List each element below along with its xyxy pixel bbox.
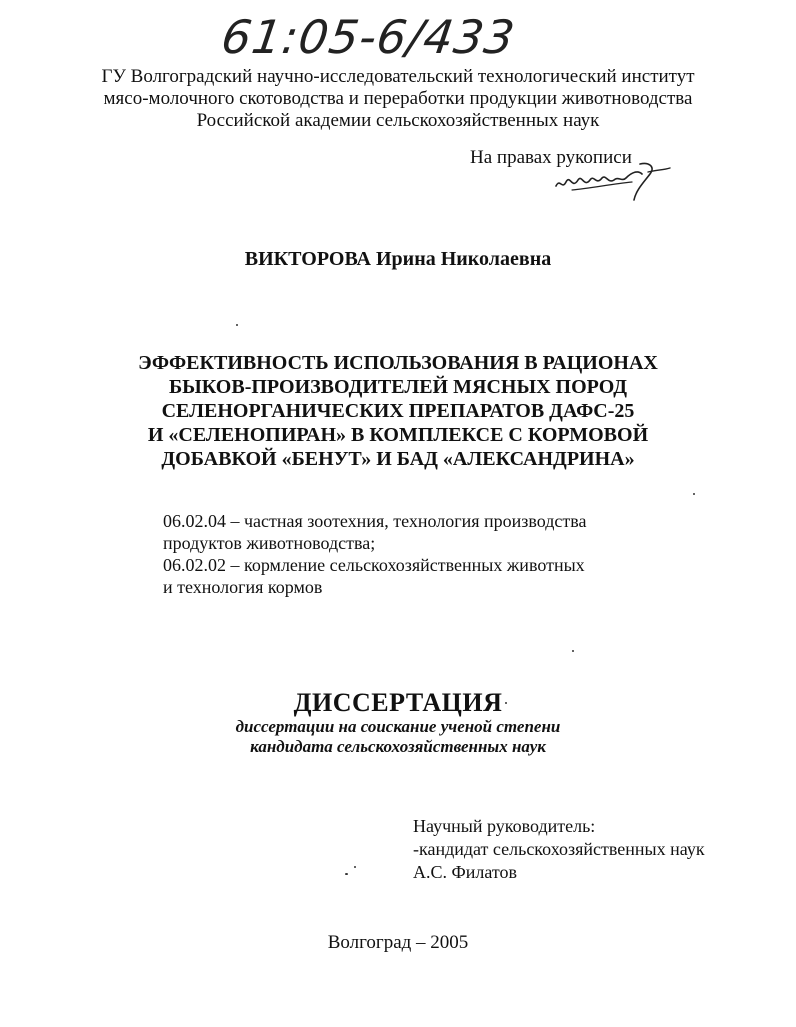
signature-image (552, 160, 672, 204)
institute-line: Российской академии сельскохозяйственных наук (196, 110, 600, 131)
advisor-name: А.С. Филатов (413, 862, 517, 882)
city-year: Волгоград – 2005 (327, 932, 469, 953)
degree-statement (0, 717, 796, 757)
document-type: ДИССЕРТАЦИЯ (293, 688, 503, 717)
scan-speck (236, 324, 238, 326)
scan-speck (505, 702, 507, 704)
scientific-advisor (413, 815, 705, 884)
title-line: ДОБАВКОЙ «БЕНУТ» И БАД «АЛЕКСАНДРИНА» (161, 448, 635, 470)
specialty-line: и технология кормов (163, 577, 323, 597)
institute-header (0, 66, 796, 132)
specialty-line: 06.02.02 – кормление сельскохозяйственных животных (163, 555, 585, 575)
specialty-codes (163, 510, 587, 598)
advisor-degree: -кандидат сельскохозяйственных наук (413, 839, 705, 859)
dissertation-title (0, 351, 796, 471)
title-line: СЕЛЕНОРГАНИЧЕСКИХ ПРЕПАРАТОВ ДАФС-25 (161, 400, 635, 422)
title-line: БЫКОВ-ПРОИЗВОДИТЕЛЕЙ МЯСНЫХ ПОРОД (168, 376, 628, 398)
institute-line: ГУ Волгоградский научно-исследовательский технологический институт (101, 66, 695, 87)
scan-speck (354, 866, 356, 868)
author-name: ВИКТОРОВА Ирина Николаевна (244, 248, 552, 270)
title-line: ЭФФЕКТИВНОСТЬ ИСПОЛЬЗОВАНИЯ В РАЦИОНАХ (138, 352, 658, 374)
scan-speck (345, 873, 348, 875)
degree-line: диссертации на соискание ученой степени (235, 717, 561, 736)
specialty-line: продуктов животноводства; (163, 533, 376, 553)
scan-speck (693, 493, 695, 495)
institute-line: мясо-молочного скотоводства и переработки продукции животноводства (103, 88, 693, 109)
archive-code: 61:05-6/433 (218, 10, 519, 64)
scan-speck (572, 650, 574, 652)
title-line: И «СЕЛЕНОПИРАН» В КОМПЛЕКСЕ С КОРМОВОЙ (147, 424, 649, 446)
manuscript-rights: На правах рукописи (470, 147, 632, 168)
advisor-label: Научный руководитель: (413, 816, 596, 836)
specialty-line: 06.02.04 – частная зоотехния, технология производства (163, 511, 587, 531)
degree-line: кандидата сельскохозяйственных наук (250, 737, 546, 756)
